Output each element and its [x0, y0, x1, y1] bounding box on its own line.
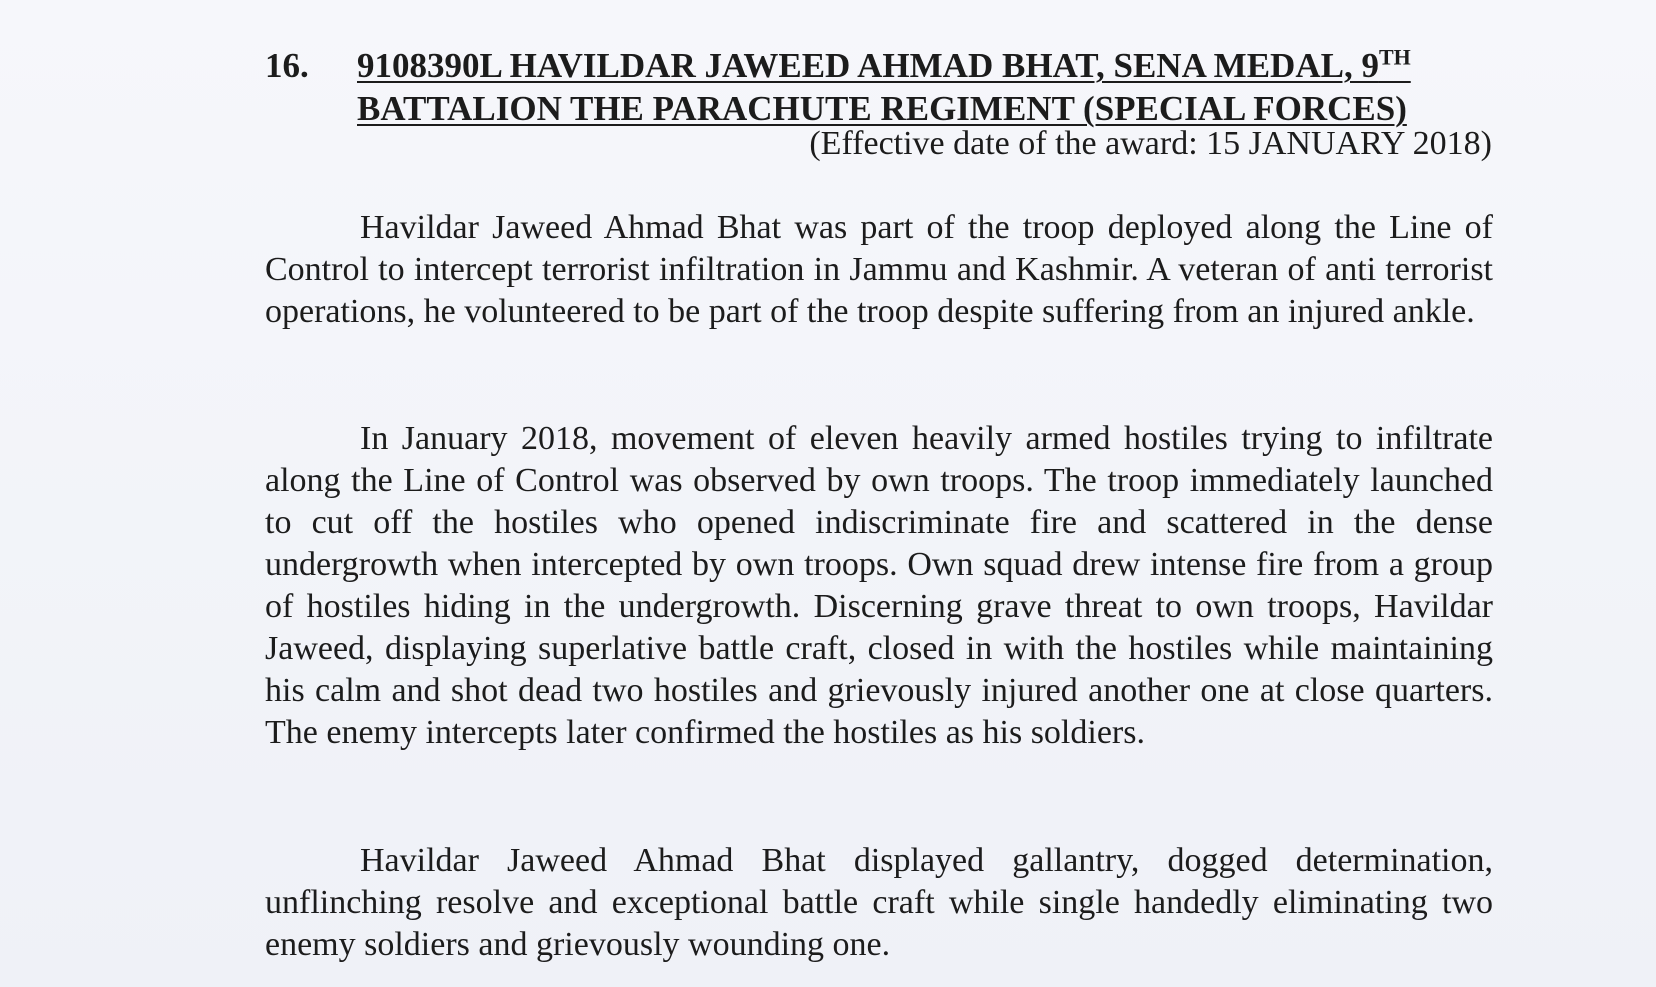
- effective-date: (Effective date of the award: 15 JANUARY 2018): [809, 125, 1492, 162]
- citation-title-line2: BATTALION THE PARACHUTE REGIMENT (SPECIAL FORCES): [357, 89, 1407, 128]
- paragraph-2: In January 2018, movement of eleven heavily armed hostiles trying to infiltrate along the Line of Control was observed by own troops. The troop immediately launched to cut off the hostiles who opened indiscriminate fire and scattered in the dense undergrowth when intercepted by own troops. Own squad drew intense fire from a group of hostiles hiding in the undergrowth. Discerning grave threat to own troops, Havildar Jaweed, displaying superlative battle craft, closed in with the hostiles while maintaining his calm and shot dead two hostiles and grievously injured another one at close quarters. The enemy intercepts later confirmed the hostiles as his soldiers.: [265, 420, 1493, 751]
- citation-title: [357, 44, 1487, 130]
- paragraph-3: Havildar Jaweed Ahmad Bhat displayed gallantry, dogged determination, unflinching resolve and exceptional battle craft while single handedly eliminating two enemy soldiers and grievously wounding one.: [265, 842, 1493, 963]
- citation-title-main: 9108390L HAVILDAR JAWEED AHMAD BHAT, SENA MEDAL, 9: [357, 46, 1379, 85]
- paragraph-1: Havildar Jaweed Ahmad Bhat was part of the troop deployed along the Line of Control to intercept terrorist infiltration in Jammu and Kashmir. A veteran of anti terrorist operations, he volunteered to be part of the troop despite suffering from an injured ankle.: [265, 209, 1493, 330]
- citation-number: 16.: [265, 46, 309, 85]
- citation-title-superscript: TH: [1378, 44, 1411, 70]
